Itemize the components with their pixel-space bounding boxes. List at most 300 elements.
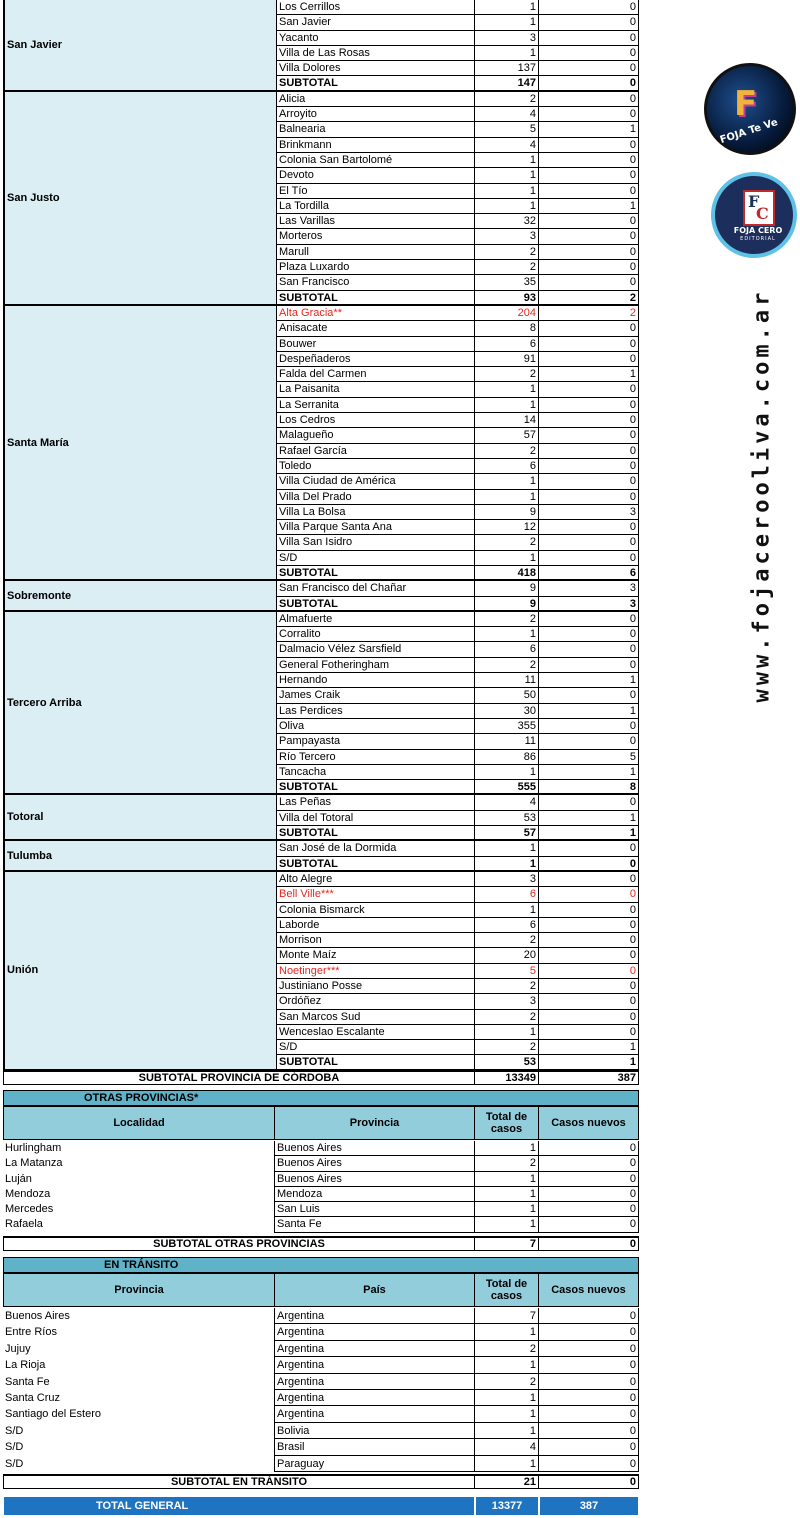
table-row <box>277 199 639 214</box>
locality-cell: Monte Maíz <box>277 948 475 963</box>
new-cases-cell: 0 <box>539 795 639 810</box>
total-cases-cell: 2 <box>475 1156 539 1171</box>
total-cases-cell: 1 <box>475 382 539 397</box>
table-row <box>277 1025 639 1040</box>
subtotal-label: SUBTOTAL <box>277 76 475 91</box>
new-cases-cell: 0 <box>539 0 639 15</box>
total-cases-cell: 1 <box>475 153 539 168</box>
new-cases-cell: 3 <box>539 505 639 520</box>
total-cases-cell: 2 <box>475 658 539 673</box>
table-row <box>277 306 639 321</box>
total-cases-cell: 32 <box>475 214 539 229</box>
table-row <box>277 612 639 627</box>
total-cases-cell: 5 <box>475 964 539 979</box>
total-cases-cell: 30 <box>475 704 539 719</box>
subtotal-total: 93 <box>475 291 539 306</box>
total-cases-cell: 12 <box>475 520 539 535</box>
new-cases-cell: 0 <box>539 474 639 489</box>
subtotal-new: 2 <box>539 291 639 306</box>
total-cases-cell: 1 <box>475 46 539 61</box>
department-subtotal-row <box>277 566 639 581</box>
new-cases-cell: 0 <box>539 612 639 627</box>
table-row <box>277 444 639 459</box>
total-cases-cell: 6 <box>475 642 539 657</box>
subtotal-label: SUBTOTAL <box>277 291 475 306</box>
new-cases-cell: 0 <box>539 61 639 76</box>
total-cases-cell: 4 <box>475 795 539 810</box>
table-row <box>277 581 639 596</box>
total-general-row <box>3 1496 639 1516</box>
table-row <box>277 367 639 382</box>
total-cases-cell: 1 <box>475 627 539 642</box>
new-cases-cell: 0 <box>539 214 639 229</box>
locality-cell: La Paisanita <box>277 382 475 397</box>
total-cases-cell: 7 <box>475 1308 539 1324</box>
table-row <box>277 765 639 780</box>
table-row <box>277 107 639 122</box>
first-column-cell: Rafaela <box>3 1217 275 1232</box>
table-row <box>277 903 639 918</box>
locality-cell: Falda del Carmen <box>277 367 475 382</box>
department-name: San Javier <box>3 0 277 92</box>
total-cases-cell: 2 <box>475 933 539 948</box>
locality-cell: Alta Gracia** <box>277 306 475 321</box>
new-cases-cell: 0 <box>539 352 639 367</box>
subtotal-total: 57 <box>475 826 539 841</box>
locality-cell: San Marcos Sud <box>277 1010 475 1025</box>
table-row <box>277 428 639 443</box>
department-name: Totoral <box>3 795 277 841</box>
new-cases-cell: 0 <box>539 1357 639 1373</box>
department-block <box>3 612 639 796</box>
foja-cero-logo <box>711 172 797 258</box>
new-cases-cell: 0 <box>539 642 639 657</box>
total-cases-cell: 204 <box>475 306 539 321</box>
subtotal-total: 418 <box>475 566 539 581</box>
total-cases-cell: 1 <box>475 0 539 15</box>
first-column-cell: La Matanza <box>3 1156 275 1171</box>
department-subtotal-row <box>277 780 639 795</box>
cordoba-subtotal-new: 387 <box>539 1070 639 1085</box>
new-cases-cell: 0 <box>539 490 639 505</box>
locality-cell: Despeñaderos <box>277 352 475 367</box>
total-cases-cell: 4 <box>475 1439 539 1455</box>
locality-cell: Ordóñez <box>277 994 475 1009</box>
foja-cero-monogram-c: C <box>756 204 769 223</box>
table-row <box>277 122 639 137</box>
total-cases-cell: 1 <box>475 199 539 214</box>
list-item <box>3 1341 639 1357</box>
first-column-cell: Jujuy <box>3 1341 275 1357</box>
new-cases-cell: 0 <box>539 1172 639 1187</box>
locality-cell: Pampayasta <box>277 734 475 749</box>
department-subtotal-row <box>277 857 639 872</box>
locality-cell: Colonia Bismarck <box>277 903 475 918</box>
en-transito-banner <box>3 1257 639 1273</box>
locality-cell: Anisacate <box>277 321 475 336</box>
table-row <box>277 46 639 61</box>
subtotal-new: 3 <box>539 597 639 612</box>
locality-cell: Dalmacio Vélez Sarsfield <box>277 642 475 657</box>
foja-cero-monogram <box>743 190 775 226</box>
total-cases-cell: 2 <box>475 1374 539 1390</box>
table-row <box>277 841 639 856</box>
new-cases-cell: 0 <box>539 260 639 275</box>
table-row <box>277 260 639 275</box>
total-cases-cell: 1 <box>475 1406 539 1422</box>
new-cases-cell: 0 <box>539 734 639 749</box>
foja-cero-subtitle: EDITORIAL <box>740 236 776 242</box>
locality-cell: Villa La Bolsa <box>277 505 475 520</box>
first-column-cell: Mendoza <box>3 1187 275 1202</box>
table-row <box>277 382 639 397</box>
department-subtotal-row <box>277 1055 639 1070</box>
locality-cell: La Tordilla <box>277 199 475 214</box>
new-cases-cell: 0 <box>539 382 639 397</box>
table-row <box>277 0 639 15</box>
list-item <box>3 1156 639 1171</box>
total-cases-cell: 9 <box>475 581 539 596</box>
cordoba-subtotal-row <box>3 1070 639 1085</box>
total-general-new: 387 <box>539 1496 639 1516</box>
table-row <box>277 474 639 489</box>
total-general-label: TOTAL GENERAL <box>3 1496 475 1516</box>
locality-cell: Las Peñas <box>277 795 475 810</box>
table-row <box>277 811 639 826</box>
subtotal-new: 0 <box>539 857 639 872</box>
table-row <box>277 872 639 887</box>
first-column-cell: S/D <box>3 1423 275 1439</box>
subtotal-total: 9 <box>475 597 539 612</box>
table-row <box>277 153 639 168</box>
table-row <box>277 229 639 244</box>
first-column-cell: Santiago del Estero <box>3 1406 275 1422</box>
en-transito-list <box>3 1308 639 1472</box>
list-item <box>3 1406 639 1422</box>
first-column-cell: Mercedes <box>3 1202 275 1217</box>
total-cases-cell: 137 <box>475 61 539 76</box>
new-cases-cell: 0 <box>539 841 639 856</box>
locality-cell: Wenceslao Escalante <box>277 1025 475 1040</box>
second-column-cell: Argentina <box>275 1406 475 1422</box>
list-item <box>3 1357 639 1373</box>
subtotal-label: SUBTOTAL <box>277 566 475 581</box>
second-column-cell: Bolivia <box>275 1423 475 1439</box>
locality-cell: James Craik <box>277 688 475 703</box>
table-row <box>277 184 639 199</box>
first-column-cell: La Rioja <box>3 1357 275 1373</box>
table-row <box>277 337 639 352</box>
department-block <box>3 872 639 1071</box>
new-cases-cell: 1 <box>539 673 639 688</box>
locality-cell: Las Varillas <box>277 214 475 229</box>
otras-subtotal-new: 0 <box>539 1236 639 1251</box>
list-item <box>3 1390 639 1406</box>
new-cases-cell: 0 <box>539 1456 639 1472</box>
en-transito-header <box>3 1273 639 1307</box>
table-row <box>277 673 639 688</box>
table-row <box>277 994 639 1009</box>
table-row <box>277 887 639 902</box>
locality-cell: Villa Del Prado <box>277 490 475 505</box>
new-cases-cell: 0 <box>539 1406 639 1422</box>
new-cases-cell: 0 <box>539 964 639 979</box>
locality-cell: Marull <box>277 245 475 260</box>
total-cases-cell: 1 <box>475 1324 539 1340</box>
table-row <box>277 734 639 749</box>
table-row <box>277 15 639 30</box>
department-subtotal-row <box>277 76 639 91</box>
table-row <box>277 1040 639 1055</box>
header-total-casos-transito: Total de casos <box>475 1273 539 1307</box>
new-cases-cell: 0 <box>539 275 639 290</box>
new-cases-cell: 0 <box>539 321 639 336</box>
table-row <box>277 138 639 153</box>
locality-cell: Devoto <box>277 168 475 183</box>
department-subtotal-row <box>277 597 639 612</box>
header-pais: País <box>275 1273 475 1307</box>
subtotal-total: 1 <box>475 857 539 872</box>
total-cases-cell: 1 <box>475 1456 539 1472</box>
subtotal-total: 53 <box>475 1055 539 1070</box>
locality-cell: Arroyito <box>277 107 475 122</box>
total-cases-cell: 2 <box>475 367 539 382</box>
department-name: San Justo <box>3 92 277 306</box>
transito-subtotal-label: SUBTOTAL EN TRÁNSITO <box>3 1474 475 1489</box>
new-cases-cell: 1 <box>539 811 639 826</box>
transito-subtotal-total: 21 <box>475 1474 539 1489</box>
new-cases-cell: 0 <box>539 688 639 703</box>
cases-table <box>3 0 639 1071</box>
first-column-cell: Santa Fe <box>3 1374 275 1390</box>
second-column-cell: Argentina <box>275 1374 475 1390</box>
locality-cell: Colonia San Bartolomé <box>277 153 475 168</box>
locality-cell: Plaza Luxardo <box>277 260 475 275</box>
department-block <box>3 581 639 612</box>
new-cases-cell: 0 <box>539 1308 639 1324</box>
total-cases-cell: 91 <box>475 352 539 367</box>
total-cases-cell: 3 <box>475 31 539 46</box>
subtotal-new: 0 <box>539 76 639 91</box>
locality-cell: Balnearia <box>277 122 475 137</box>
total-cases-cell: 20 <box>475 948 539 963</box>
locality-cell: San Javier <box>277 15 475 30</box>
locality-cell: Yacanto <box>277 31 475 46</box>
new-cases-cell: 0 <box>539 428 639 443</box>
locality-cell: Bell Ville*** <box>277 887 475 902</box>
locality-cell: Malagueño <box>277 428 475 443</box>
department-subtotal-row <box>277 291 639 306</box>
total-cases-cell: 6 <box>475 887 539 902</box>
new-cases-cell: 0 <box>539 918 639 933</box>
department-name: Santa María <box>3 306 277 581</box>
total-cases-cell: 2 <box>475 92 539 107</box>
website-url: www.fojacerooliva.com.ar <box>749 288 775 703</box>
first-column-cell: S/D <box>3 1456 275 1472</box>
locality-cell: Corralito <box>277 627 475 642</box>
new-cases-cell: 0 <box>539 1025 639 1040</box>
table-row <box>277 688 639 703</box>
new-cases-cell: 1 <box>539 122 639 137</box>
new-cases-cell: 0 <box>539 887 639 902</box>
second-column-cell: Mendoza <box>275 1187 475 1202</box>
total-cases-cell: 3 <box>475 872 539 887</box>
table-row <box>277 795 639 810</box>
locality-cell: S/D <box>277 1040 475 1055</box>
foja-cero-name: FOJA CERO <box>733 226 783 235</box>
first-column-cell: Buenos Aires <box>3 1308 275 1324</box>
new-cases-cell: 0 <box>539 107 639 122</box>
new-cases-cell: 0 <box>539 948 639 963</box>
new-cases-cell: 0 <box>539 719 639 734</box>
locality-cell: La Serranita <box>277 398 475 413</box>
total-cases-cell: 4 <box>475 107 539 122</box>
total-cases-cell: 1 <box>475 1025 539 1040</box>
total-cases-cell: 1 <box>475 1390 539 1406</box>
locality-cell: Los Cerrillos <box>277 0 475 15</box>
total-cases-cell: 6 <box>475 337 539 352</box>
subtotal-label: SUBTOTAL <box>277 826 475 841</box>
table-row <box>277 520 639 535</box>
new-cases-cell: 0 <box>539 551 639 566</box>
new-cases-cell: 1 <box>539 765 639 780</box>
locality-cell: Villa Ciudad de América <box>277 474 475 489</box>
total-cases-cell: 1 <box>475 168 539 183</box>
new-cases-cell: 0 <box>539 138 639 153</box>
locality-cell: Justiniano Posse <box>277 979 475 994</box>
subtotal-label: SUBTOTAL <box>277 1055 475 1070</box>
table-row <box>277 168 639 183</box>
second-column-cell: Brasil <box>275 1439 475 1455</box>
locality-cell: Morrison <box>277 933 475 948</box>
locality-cell: Alto Alegre <box>277 872 475 887</box>
new-cases-cell: 0 <box>539 520 639 535</box>
table-row <box>277 352 639 367</box>
table-row <box>277 245 639 260</box>
total-cases-cell: 57 <box>475 428 539 443</box>
otras-provincias-banner <box>3 1090 639 1106</box>
table-row <box>277 642 639 657</box>
list-item <box>3 1202 639 1217</box>
locality-cell: Río Tercero <box>277 750 475 765</box>
department-name: Unión <box>3 872 277 1071</box>
total-cases-cell: 5 <box>475 122 539 137</box>
foja-te-ve-logo-text: FOJA Te Ve <box>718 116 780 147</box>
locality-cell: San Francisco del Chañar <box>277 581 475 596</box>
total-general-total: 13377 <box>475 1496 539 1516</box>
second-column-cell: Buenos Aires <box>275 1172 475 1187</box>
new-cases-cell: 0 <box>539 413 639 428</box>
new-cases-cell: 0 <box>539 535 639 550</box>
locality-cell: Brinkmann <box>277 138 475 153</box>
total-cases-cell: 2 <box>475 444 539 459</box>
second-column-cell: Paraguay <box>275 1456 475 1472</box>
subtotal-label: SUBTOTAL <box>277 780 475 795</box>
total-cases-cell: 53 <box>475 811 539 826</box>
table-row <box>277 948 639 963</box>
locality-cell: Villa Parque Santa Ana <box>277 520 475 535</box>
subtotal-total: 147 <box>475 76 539 91</box>
foja-te-ve-logo-letter: F <box>734 84 758 124</box>
locality-cell: S/D <box>277 551 475 566</box>
total-cases-cell: 1 <box>475 15 539 30</box>
new-cases-cell: 0 <box>539 903 639 918</box>
total-cases-cell: 1 <box>475 903 539 918</box>
total-cases-cell: 9 <box>475 505 539 520</box>
locality-cell: Villa de Las Rosas <box>277 46 475 61</box>
total-cases-cell: 6 <box>475 459 539 474</box>
table-row <box>277 979 639 994</box>
new-cases-cell: 1 <box>539 1040 639 1055</box>
new-cases-cell: 0 <box>539 1390 639 1406</box>
second-column-cell: Argentina <box>275 1341 475 1357</box>
total-cases-cell: 14 <box>475 413 539 428</box>
locality-cell: Bouwer <box>277 337 475 352</box>
new-cases-cell: 0 <box>539 1341 639 1357</box>
locality-cell: Alicia <box>277 92 475 107</box>
new-cases-cell: 0 <box>539 658 639 673</box>
total-cases-cell: 1 <box>475 551 539 566</box>
header-total-casos: Total de casos <box>475 1106 539 1140</box>
total-cases-cell: 1 <box>475 474 539 489</box>
new-cases-cell: 0 <box>539 15 639 30</box>
new-cases-cell: 0 <box>539 1010 639 1025</box>
table-row <box>277 459 639 474</box>
total-cases-cell: 1 <box>475 184 539 199</box>
new-cases-cell: 0 <box>539 245 639 260</box>
table-row <box>277 214 639 229</box>
total-cases-cell: 1 <box>475 1217 539 1232</box>
department-block <box>3 306 639 581</box>
department-block <box>3 841 639 872</box>
locality-cell: Oliva <box>277 719 475 734</box>
new-cases-cell: 0 <box>539 1187 639 1202</box>
total-cases-cell: 2 <box>475 1040 539 1055</box>
second-column-cell: Santa Fe <box>275 1217 475 1232</box>
department-name: Sobremonte <box>3 581 277 612</box>
table-row <box>277 275 639 290</box>
new-cases-cell: 0 <box>539 92 639 107</box>
total-cases-cell: 2 <box>475 979 539 994</box>
locality-cell: Las Perdices <box>277 704 475 719</box>
total-cases-cell: 1 <box>475 1187 539 1202</box>
subtotal-label: SUBTOTAL <box>277 597 475 612</box>
locality-cell: General Fotheringham <box>277 658 475 673</box>
subtotal-new: 1 <box>539 1055 639 1070</box>
total-cases-cell: 35 <box>475 275 539 290</box>
new-cases-cell: 0 <box>539 184 639 199</box>
locality-cell: Laborde <box>277 918 475 933</box>
otras-provincias-title: OTRAS PROVINCIAS* <box>84 1092 199 1104</box>
department-block <box>3 795 639 841</box>
second-column-cell: Argentina <box>275 1357 475 1373</box>
subtotal-total: 555 <box>475 780 539 795</box>
new-cases-cell: 0 <box>539 168 639 183</box>
table-row <box>277 61 639 76</box>
new-cases-cell: 0 <box>539 627 639 642</box>
new-cases-cell: 0 <box>539 1374 639 1390</box>
header-provincia: Provincia <box>275 1106 475 1140</box>
otras-subtotal-label: SUBTOTAL OTRAS PROVINCIAS <box>3 1236 475 1251</box>
new-cases-cell: 0 <box>539 229 639 244</box>
total-cases-cell: 50 <box>475 688 539 703</box>
department-block <box>3 0 639 92</box>
list-item <box>3 1217 639 1232</box>
total-cases-cell: 1 <box>475 1141 539 1156</box>
table-row <box>277 535 639 550</box>
second-column-cell: Argentina <box>275 1308 475 1324</box>
first-column-cell: Entre Ríos <box>3 1324 275 1340</box>
